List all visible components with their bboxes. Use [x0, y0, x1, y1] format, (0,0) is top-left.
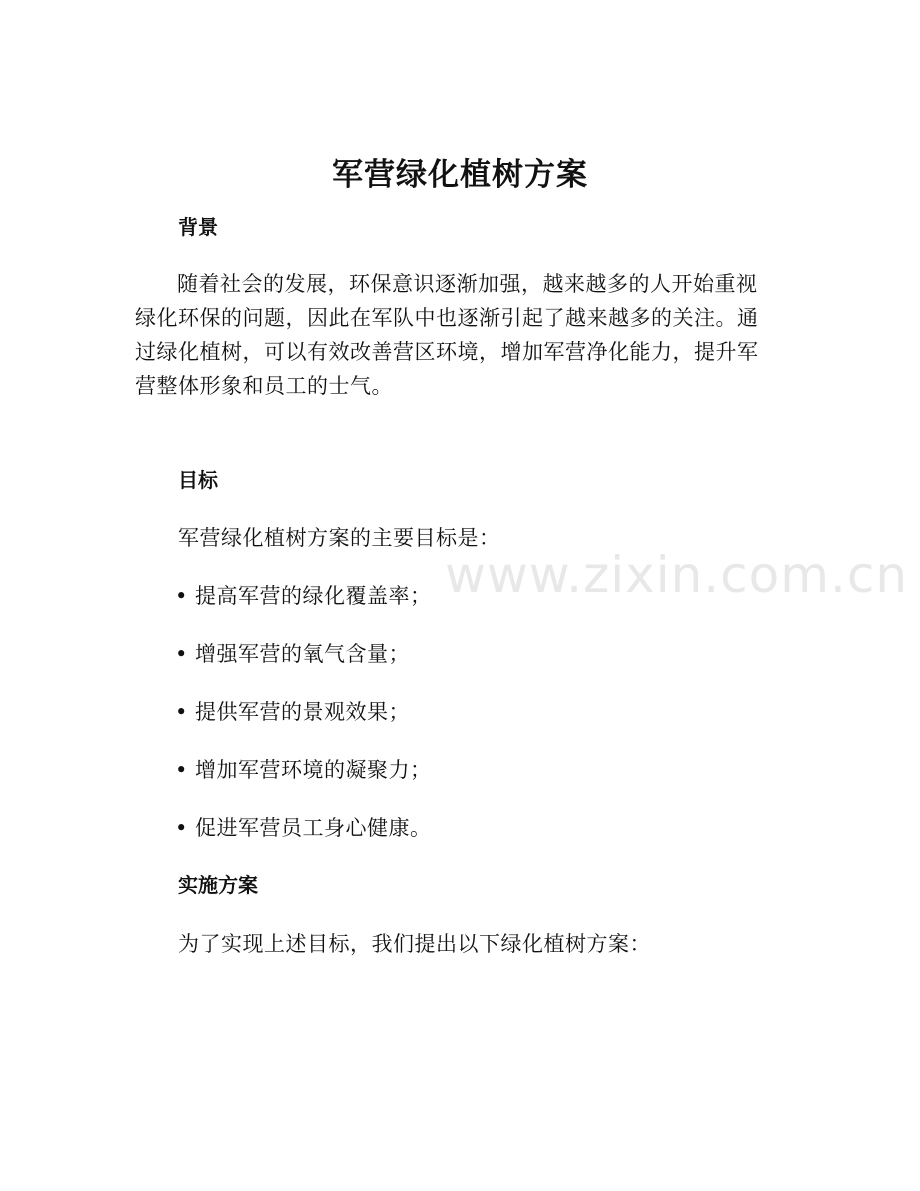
goal-item: • 增加军营环境的凝聚力； — [175, 758, 432, 782]
goal-item: • 提供军营的景观效果； — [175, 700, 411, 724]
goal-item: • 促进军营员工身心健康。 — [175, 816, 432, 840]
goal-item: • 提高军营的绿化覆盖率； — [175, 584, 432, 608]
goal-item: • 增强军营的氧气含量； — [175, 642, 411, 666]
heading-background: 背景 — [178, 215, 218, 239]
goals-intro: 军营绿化植树方案的主要目标是： — [178, 526, 501, 550]
paragraph-background: 随着社会的发展，环保意识逐渐加强，越来越多的人开始重视绿化环保的问题，因此在军队中也逐渐引起了越来越多的关注。通过绿化植树，可以有效改善营区环境，增加军营净化能力，提升军营整体形象和员工的士气。 — [135, 272, 759, 398]
watermark: www.zixin.com.cn — [445, 546, 909, 604]
implementation-intro: 为了实现上述目标，我们提出以下绿化植树方案： — [178, 932, 651, 956]
heading-goals: 目标 — [178, 468, 218, 492]
document-title: 军营绿化植树方案 — [332, 157, 588, 193]
heading-implementation: 实施方案 — [178, 873, 258, 897]
